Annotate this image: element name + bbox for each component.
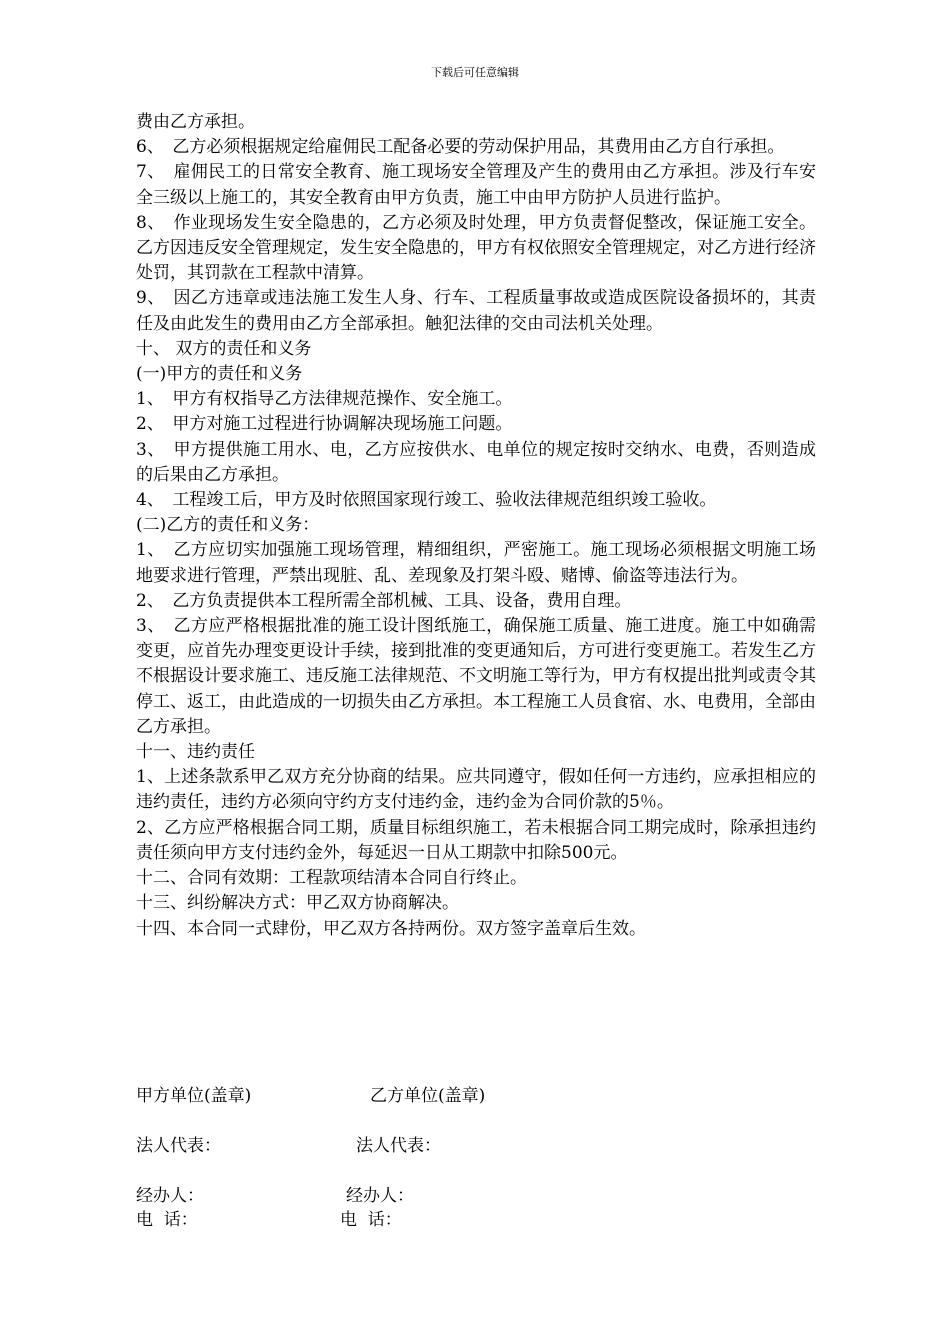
paragraph: 9、 因乙方违章或违法施工发生人身、行车、工程质量事故或造成医院设备损坏的，其责任及由此发生的费用由乙方全部承担。触犯法律的交由司法机关处理。: [136, 288, 816, 334]
party-b-unit-label: 乙方单位(盖章): [370, 1086, 486, 1106]
section-heading: 十三、纠纷解决方式：甲乙双方协商解决。: [136, 893, 459, 914]
party-a-rep-label: 法人代表：: [136, 1136, 221, 1156]
paragraph: 1、 乙方应切实加强施工现场管理，精细组织，严密施工。施工现场必须根据文明施工场地要求进行管理，严禁出现脏、乱、差现象及打架斗殴、赌博、偷盗等违法行为。: [136, 540, 816, 586]
paragraph: 1、 甲方有权指导乙方法律规范操作、安全施工。: [136, 389, 513, 410]
party-a-agent-label: 经办人：: [136, 1186, 204, 1206]
party-b-phone-label: 电 话：: [340, 1210, 402, 1230]
paragraph: 1、上述条款系甲乙双方充分协商的结果。应共同遵守，假如任何一方违约，应承担相应的违约责任，违约方必须向守约方支付违约金，违约金为合同价款的5％。: [136, 767, 816, 813]
page-header: 下载后可任意编辑: [431, 66, 519, 79]
party-b-agent-label: 经办人：: [346, 1186, 414, 1206]
contract-body: [136, 110, 816, 942]
subsection-heading: (一)甲方的责任和义务: [136, 364, 303, 385]
subsection-heading: (二)乙方的责任和义务：: [136, 515, 320, 536]
paragraph: 4、 工程竣工后，甲方及时依照国家现行竣工、验收法律规范组织竣工验收。: [136, 490, 717, 511]
paragraph: 3、 乙方应严格根据批准的施工设计图纸施工，确保施工质量、施工进度。施工中如确需变更，应首先办理变更设计手续，接到批准的变更通知后，方可进行变更施工。若发生乙方不根据设计要求施工、违反施工法律规范、不文明施工等行为，甲方有权提出批判或责令其停工、返工，由此造成的一切损失由乙方承担。本工程施工人员食宿、水、电费用，全部由乙方承担。: [136, 616, 816, 737]
paragraph: 费由乙方承担。: [136, 112, 255, 132]
section-heading: 十一、违约责任: [136, 742, 255, 763]
party-a-unit-label: 甲方单位(盖章): [136, 1086, 252, 1106]
paragraph: 2、乙方应严格根据合同工期，质量目标组织施工，若未根据合同工期完成时，除承担违约责任须向甲方支付违约金外，每延迟一日从工期款中扣除500元。: [136, 817, 816, 863]
section-heading: 十、 双方的责任和义务: [136, 338, 312, 359]
paragraph: 2、 甲方对施工过程进行协调解决现场施工问题。: [136, 414, 513, 435]
paragraph: 2、 乙方负责提供本工程所需全部机械、工具、设备，费用自理。: [136, 590, 632, 611]
section-heading: 十四、本合同一式肆份，甲乙双方各持两份。双方签字盖章后生效。: [136, 918, 646, 939]
paragraph: 3、 甲方提供施工用水、电，乙方应按供水、电单位的规定按时交纳水、电费，否则造成的后果由乙方承担。: [136, 439, 816, 485]
paragraph: 8、 作业现场发生安全隐患的，乙方必须及时处理，甲方负责督促整改，保证施工安全。乙方因违反安全管理规定，发生安全隐患的，甲方有权依照安全管理规定，对乙方进行经济处罚，其罚款在工程款中清算。: [136, 212, 816, 284]
party-b-rep-label: 法人代表：: [356, 1136, 441, 1156]
party-a-phone-label: 电 话：: [136, 1210, 198, 1230]
paragraph: 7、 雇佣民工的日常安全教育、施工现场安全管理及产生的费用由乙方承担。涉及行车安全三级以上施工的，其安全教育由甲方负责，施工中由甲方防护人员进行监护。: [136, 162, 816, 208]
section-heading: 十二、合同有效期：工程款项结清本合同自行终止。: [136, 868, 527, 889]
paragraph: 6、 乙方必须根据规定给雇佣民工配备必要的劳动保护用品，其费用由乙方自行承担。: [136, 137, 785, 158]
